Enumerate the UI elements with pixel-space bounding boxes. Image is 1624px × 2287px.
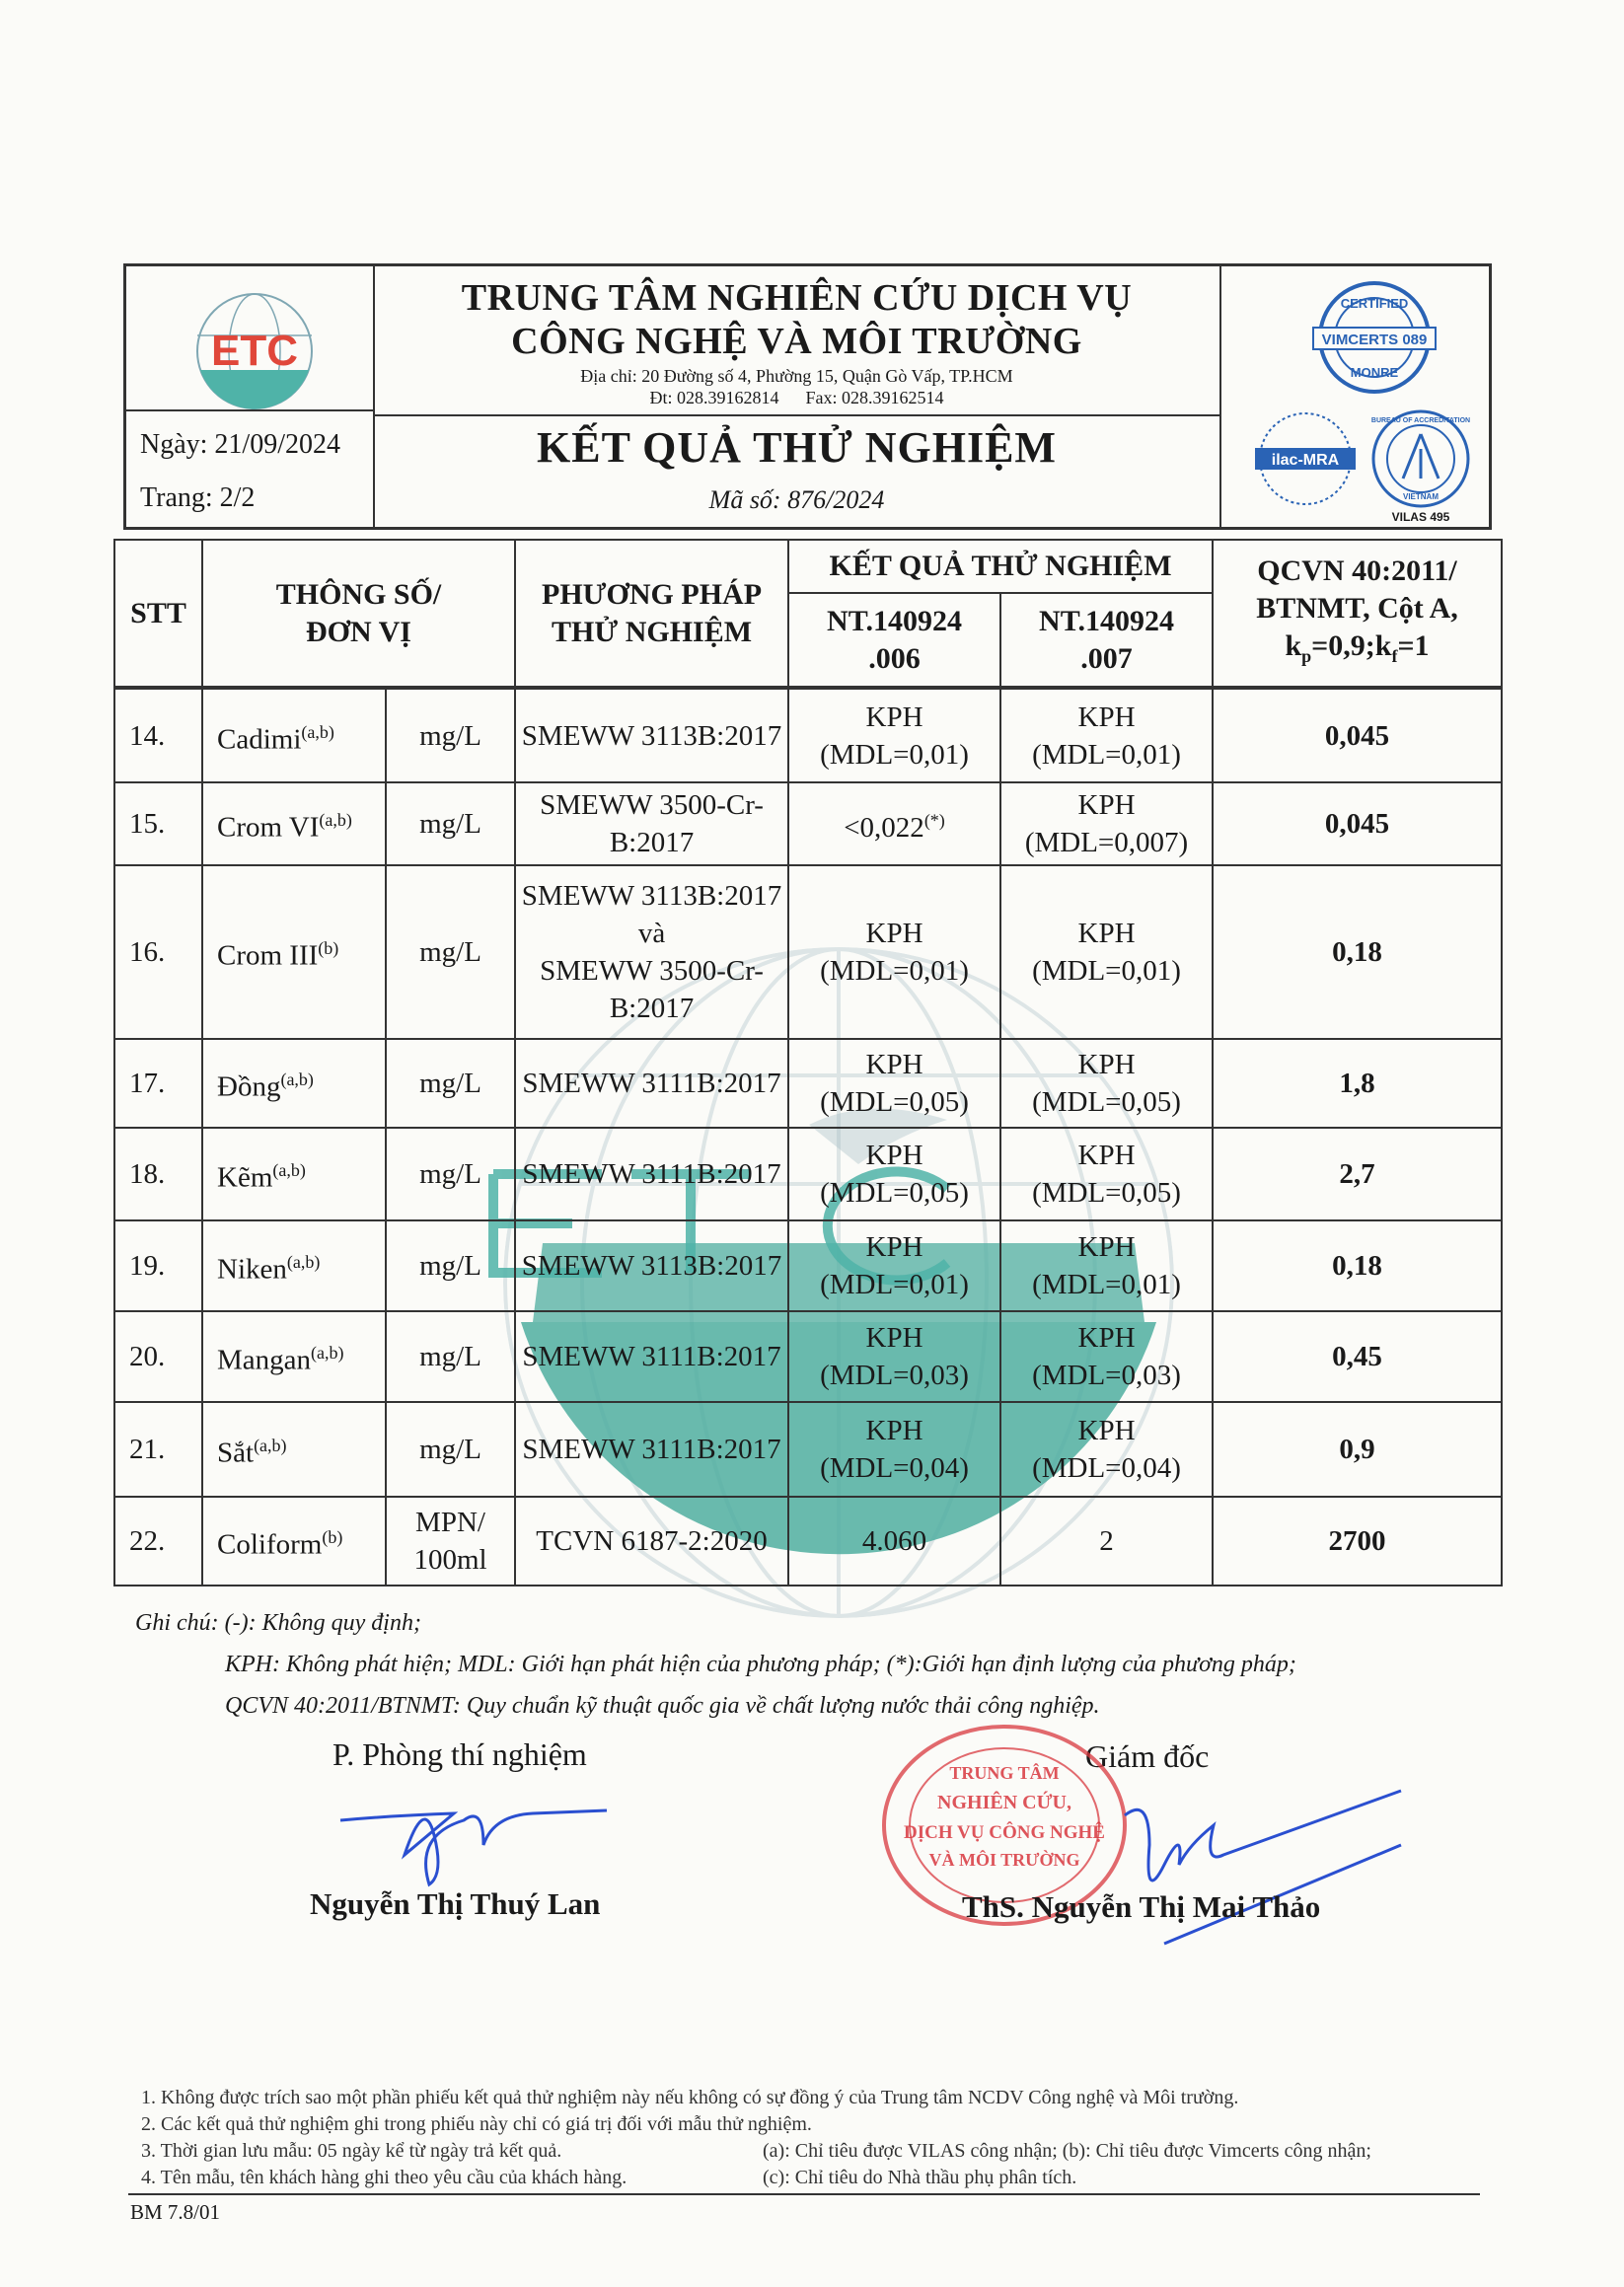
svg-text:DỊCH VỤ CÔNG NGHỆ: DỊCH VỤ CÔNG NGHỆ	[904, 1822, 1105, 1843]
row-result-006: KPH (MDL=0,04)	[788, 1402, 1000, 1497]
table-row	[114, 1311, 1502, 1402]
row-stt: 14.	[114, 688, 202, 782]
row-unit: mg/L	[386, 865, 515, 1039]
etc-logo	[166, 286, 343, 414]
row-stt: 20.	[114, 1311, 202, 1402]
row-limit: 0,045	[1213, 782, 1502, 865]
svg-text:VILAS 495: VILAS 495	[1391, 510, 1450, 524]
report-date: Ngày: 21/09/2024	[140, 429, 340, 460]
table-row	[114, 688, 1502, 782]
footer-item-4: 4. Tên mẫu, tên khách hàng ghi theo yêu cầu của khách hàng.	[141, 2167, 627, 2188]
row-method: SMEWW 3111B:2017	[515, 1039, 788, 1128]
page-number: Trang: 2/2	[140, 482, 256, 513]
row-limit: 0,045	[1213, 688, 1502, 782]
row-result-007: KPH (MDL=0,05)	[1000, 1128, 1213, 1220]
table-row	[114, 1220, 1502, 1311]
row-parameter: Mangan$^{(a,b)}$	[202, 1311, 386, 1402]
row-result-006: KPH (MDL=0,01)	[788, 865, 1000, 1039]
svg-text:VIETNAM: VIETNAM	[1403, 492, 1439, 501]
row-result-006: KPH (MDL=0,05)	[788, 1039, 1000, 1128]
row-limit: 2,7	[1213, 1128, 1502, 1220]
table-row	[114, 1128, 1502, 1220]
row-stt: 17.	[114, 1039, 202, 1128]
row-result-007: KPH (MDL=0,01)	[1000, 1220, 1213, 1311]
row-result-006: KPH (MDL=0,03)	[788, 1311, 1000, 1402]
row-stt: 18.	[114, 1128, 202, 1220]
row-parameter: Đồng$^{(a,b)}$	[202, 1039, 386, 1128]
row-result-007: KPH (MDL=0,01)	[1000, 865, 1213, 1039]
row-unit: MPN/ 100ml	[386, 1497, 515, 1586]
svg-text:ilac-MRA: ilac-MRA	[1271, 452, 1340, 469]
director-title: Giám đốc	[1085, 1738, 1210, 1774]
col-header-standard: QCVN 40:2011/ BTNMT, Cột A, $k_p=0,9;k_f=1$	[1213, 540, 1502, 688]
col-header-stt: STT	[114, 540, 202, 688]
results-table	[113, 539, 1503, 1586]
row-result-007: KPH (MDL=0,03)	[1000, 1311, 1213, 1402]
row-stt: 15.	[114, 782, 202, 865]
footer-item-3: 3. Thời gian lưu mẫu: 05 ngày kể từ ngày trả kết quả.	[141, 2140, 562, 2162]
col-header-result: KẾT QUẢ THỬ NGHIỆM	[788, 540, 1213, 593]
row-method: SMEWW 3111B:2017	[515, 1311, 788, 1402]
svg-text:NGHIÊN CỨU,: NGHIÊN CỨU,	[937, 1792, 1071, 1813]
row-parameter: Crom III$^{(b)}$	[202, 865, 386, 1039]
row-unit: mg/L	[386, 1402, 515, 1497]
svg-text:ETC: ETC	[211, 327, 298, 375]
row-parameter: Sắt$^{(a,b)}$	[202, 1402, 386, 1497]
svg-text:TRUNG TÂM: TRUNG TÂM	[949, 1763, 1060, 1783]
footer-legend-c: (c): Chỉ tiêu do Nhà thầu phụ phân tích.	[763, 2167, 1077, 2188]
director-name: ThS. Nguyễn Thị Mai Thảo	[962, 1889, 1321, 1924]
row-limit: 0,18	[1213, 1220, 1502, 1311]
row-result-007: KPH (MDL=0,04)	[1000, 1402, 1213, 1497]
lab-head-signature	[335, 1776, 612, 1894]
organization-name: TRUNG TÂM NGHIÊN CỨU DỊCH VỤ CÔNG NGHỆ VÀ MÔI TRƯỜNG	[461, 277, 1133, 362]
lab-head-name: Nguyễn Thị Thuý Lan	[310, 1886, 601, 1921]
col-header-sample-006: NT.140924 .006	[788, 593, 1000, 688]
row-result-006: 4.060	[788, 1497, 1000, 1586]
note-standard: QCVN 40:2011/BTNMT: Quy chuẩn kỹ thuật quốc gia về chất lượng nước thải công nghiệp.	[225, 1693, 1100, 1719]
document-code: Mã số: 876/2024	[708, 485, 885, 514]
row-parameter: Cadimi$^{(a,b)}$	[202, 688, 386, 782]
ilac-mra-badge	[1251, 405, 1360, 513]
footer-item-1: 1. Không được trích sao một phần phiếu kết quả thử nghiệm này nếu không có sự đồng ý của Trung tâm NCDV Công nghệ và Môi trường.	[141, 2087, 1239, 2108]
report-header	[123, 263, 1492, 530]
row-result-007: 2	[1000, 1497, 1213, 1586]
form-code: BM 7.8/01	[130, 2200, 221, 2224]
row-result-007: KPH (MDL=0,007)	[1000, 782, 1213, 865]
row-unit: mg/L	[386, 1128, 515, 1220]
row-limit: 0,45	[1213, 1311, 1502, 1402]
table-row	[114, 782, 1502, 865]
footer-notes	[141, 2085, 1483, 2191]
row-limit: 2700	[1213, 1497, 1502, 1586]
row-limit: 1,8	[1213, 1039, 1502, 1128]
lab-head-title: P. Phòng thí nghiệm	[332, 1736, 587, 1772]
row-method: SMEWW 3111B:2017	[515, 1402, 788, 1497]
document-title: KẾT QUẢ THỬ NGHIỆM	[537, 423, 1057, 472]
svg-text:CERTIFIED: CERTIFIED	[1340, 296, 1409, 311]
row-result-007: KPH (MDL=0,01)	[1000, 688, 1213, 782]
svg-text:VÀ MÔI TRƯỜNG: VÀ MÔI TRƯỜNG	[928, 1850, 1080, 1870]
vimcerts-badge	[1305, 276, 1443, 400]
footer-legend-ab: (a): Chỉ tiêu được VILAS công nhận; (b): Chỉ tiêu được Vimcerts công nhận;	[763, 2140, 1371, 2162]
row-limit: 0,18	[1213, 865, 1502, 1039]
organization-address: Địa chỉ: 20 Đường số 4, Phường 15, Quận Gò Vấp, TP.HCM Đt: 028.39162814 Fax: 028.39162514	[580, 366, 1013, 407]
row-stt: 22.	[114, 1497, 202, 1586]
row-unit: mg/L	[386, 782, 515, 865]
row-parameter: Crom VI$^{(a,b)}$	[202, 782, 386, 865]
row-result-006: <0,022(*)	[788, 782, 1000, 865]
row-result-006: KPH (MDL=0,05)	[788, 1128, 1000, 1220]
col-header-sample-007: NT.140924 .007	[1000, 593, 1213, 688]
table-row	[114, 865, 1502, 1039]
row-method: SMEWW 3113B:2017	[515, 1220, 788, 1311]
col-header-parameter: THÔNG SỐ/ ĐƠN VỊ	[202, 540, 515, 688]
row-result-007: KPH (MDL=0,05)	[1000, 1039, 1213, 1128]
row-stt: 19.	[114, 1220, 202, 1311]
row-stt: 16.	[114, 865, 202, 1039]
row-result-006: KPH (MDL=0,01)	[788, 1220, 1000, 1311]
row-parameter: Coliform$^{(b)}$	[202, 1497, 386, 1586]
svg-text:BUREAU OF ACCREDITATION: BUREAU OF ACCREDITATION	[1370, 417, 1471, 424]
row-method: SMEWW 3113B:2017 và SMEWW 3500-Cr- B:2017	[515, 865, 788, 1039]
row-unit: mg/L	[386, 1220, 515, 1311]
footer-divider	[128, 2193, 1480, 2195]
row-limit: 0,9	[1213, 1402, 1502, 1497]
row-stt: 21.	[114, 1402, 202, 1497]
row-method: SMEWW 3113B:2017	[515, 688, 788, 782]
table-row	[114, 1039, 1502, 1128]
col-header-method: PHƯƠNG PHÁP THỬ NGHIỆM	[515, 540, 788, 688]
row-parameter: Niken$^{(a,b)}$	[202, 1220, 386, 1311]
row-method: TCVN 6187-2:2020	[515, 1497, 788, 1586]
note-abbreviations: KPH: Không phát hiện; MDL: Giới hạn phát hiện của phương pháp; (*):Giới hạn định lượng của phương pháp;	[225, 1652, 1296, 1677]
row-unit: mg/L	[386, 1311, 515, 1402]
row-method: SMEWW 3500-Cr- B:2017	[515, 782, 788, 865]
footer-item-2: 2. Các kết quả thử nghiệm ghi trong phiếu này chỉ có giá trị đối với mẫu thử nghiệm.	[141, 2113, 812, 2135]
table-row	[114, 1497, 1502, 1586]
note-legend: Ghi chú: (-): Không quy định;	[135, 1610, 421, 1636]
svg-text:VIMCERTS 089: VIMCERTS 089	[1321, 332, 1428, 348]
svg-text:MONRE: MONRE	[1350, 365, 1399, 380]
row-unit: mg/L	[386, 1039, 515, 1128]
table-row	[114, 1402, 1502, 1497]
row-parameter: Kẽm$^{(a,b)}$	[202, 1128, 386, 1220]
row-unit: mg/L	[386, 688, 515, 782]
row-result-006: KPH (MDL=0,01)	[788, 688, 1000, 782]
boa-badge	[1360, 405, 1488, 528]
director-signature	[1105, 1786, 1421, 1954]
row-method: SMEWW 3111B:2017	[515, 1128, 788, 1220]
